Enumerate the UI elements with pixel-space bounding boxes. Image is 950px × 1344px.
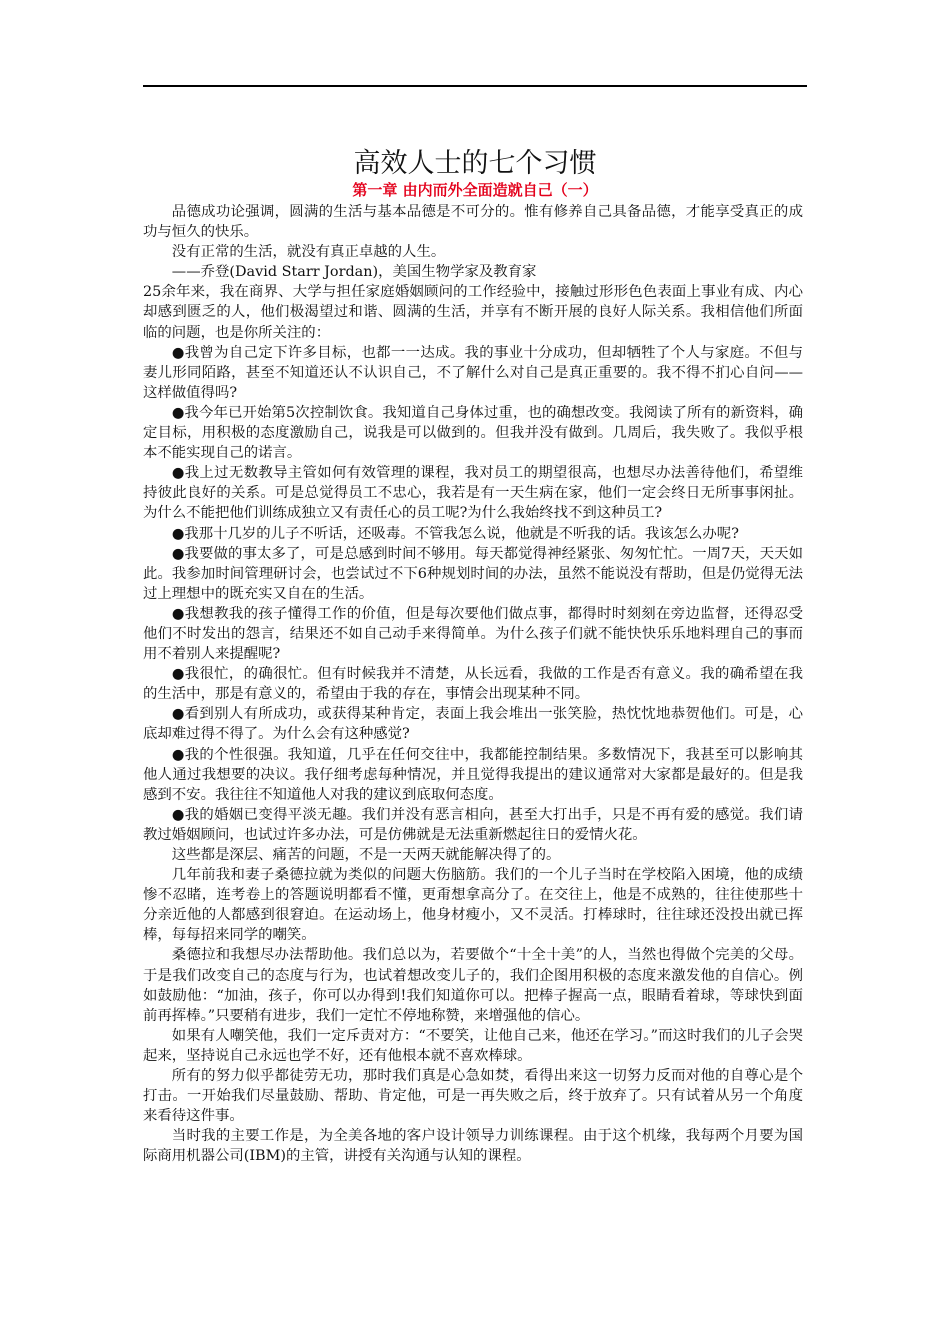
- paragraph-13: ●我的个性很强。我知道，几乎在任何交往中，我都能控制结果。多数情况下，我甚至可以影响其他人通过我想要的决议。我仔细考虑每种情况，并且觉得我提出的建议通常对大家都是最好的。但是我感到不安。我往往不知道他人对我的建议到底取何态度。: [143, 746, 803, 803]
- paragraph-12: ●看到别人有所成功，或获得某种肯定，表面上我会堆出一张笑脸，热忱忱地恭贺他们。可是，心底却难过得不得了。为什么会有这种感觉?: [143, 706, 803, 743]
- paragraph-3: ——乔登(David Starr Jordan)，美国生物学家及教育家: [171, 264, 537, 281]
- paragraph-19: 所有的努力似乎都徒劳无功，那时我们真是心急如焚，看得出来这一切努力反而对他的自尊心是个打击。一开始我们尽量鼓励、帮助、肯定他，可是一再失败之后，终于放弃了。只有试着从另一个角度来看待这件事。: [143, 1068, 803, 1125]
- header-rule: [143, 85, 807, 87]
- document-title: 高效人士的七个习惯: [353, 148, 597, 179]
- paragraph-8: ●我那十几岁的儿子不听话，还吸毒。不管我怎么说，他就是不听我的话。我该怎么办呢?: [171, 525, 739, 542]
- paragraph-15: 这些都是深层、痛苦的问题，不是一天两天就能解决得了的。: [171, 847, 561, 863]
- paragraph-18: 如果有人嘲笑他，我们一定斥责对方：“不要笑，让他自己来，他还在学习。”而这时我们的儿子会哭起来，坚持说自己永远也学不好，还有他根本就不喜欢棒球。: [143, 1027, 803, 1064]
- paragraph-5: ●我曾为自己定下许多目标，也都一一达成。我的事业十分成功，但却牺牲了个人与家庭。不但与妻儿形同陌路，甚至不知道还认不认识自己，不了解什么对自己是真正重要的。我不得不扪心自问——这样做值得吗?: [143, 344, 803, 401]
- paragraph-17: 桑德拉和我想尽办法帮助他。我们总以为，若要做个“十全十美”的人，当然也得做个完美的父母。于是我们改变自己的态度与行为，也试着想改变儿子的，我们企图用积极的态度来激发他的自信心。例如鼓励他：“加油，孩子，你可以办得到!我们知道你可以。把棒子握高一点，眼睛看着球，等球快到面前再挥棒。”只要稍有进步，我们一定忙不停地称赞，来增强他的信心。: [143, 947, 803, 1024]
- paragraph-1: 品德成功论强调，圆满的生活与基本品德是不可分的。惟有修养自己具备品德，才能享受真正的成功与恒久的快乐。: [143, 204, 803, 241]
- chapter-heading: 第一章 由内而外全面造就自己（一）: [352, 181, 598, 199]
- paragraph-9: ●我要做的事太多了，可是总感到时间不够用。每天都觉得神经紧张、匆匆忙忙。一周7天，天天如此。我参加时间管理研讨会，也尝试过不下6种规划时间的办法，虽然不能说没有帮助，但是仍觉得无法过上理想中的既充实又自在的生活。: [143, 545, 803, 602]
- paragraph-11: ●我很忙，的确很忙。但有时候我并不清楚，从长远看，我做的工作是否有意义。我的确希望在我的生活中，那是有意义的，希望由于我的存在，事情会出现某种不同。: [143, 666, 803, 703]
- paragraph-16: 几年前我和妻子桑德拉就为类似的问题大伤脑筋。我们的一个儿子当时在学校陷入困境，他的成绩惨不忍睹，连考卷上的答题说明都看不懂，更甭想拿高分了。在交往上，他是不成熟的，往往使那些十分亲近他的人都感到很窘迫。在运动场上，他身材瘦小，又不灵活。打棒球时，往往球还没投出就已挥棒，每每招来同学的嘲笑。: [143, 867, 803, 944]
- paragraph-10: ●我想教我的孩子懂得工作的价值，但是每次要他们做点事，都得时时刻刻在旁边监督，还得忍受他们不时发出的怨言，结果还不如自己动手来得简单。为什么孩子们就不能快快乐乐地料理自己的事而用不着别人来提醒呢?: [143, 605, 803, 663]
- paragraph-14: ●我的婚姻已变得平淡无趣。我们并没有恶言相向，甚至大打出手，只是不再有爱的感觉。我们请教过婚姻顾问，也试过许多办法，可是仿佛就是无法重新燃起往日的爱情火花。: [143, 806, 803, 843]
- paragraph-2: 没有正常的生活，就没有真正卓越的人生。: [171, 244, 446, 261]
- paragraph-7: ●我上过无数教导主管如何有效管理的课程，我对员工的期望很高，也想尽办法善待他们，希望维持彼此良好的关系。可是总觉得员工不忠心，我若是有一天生病在家，他们一定会终日无所事事闲扯。为什么不能把他们训练成独立又有责任心的员工呢?为什么我始终找不到这种员工?: [143, 465, 803, 522]
- paragraph-4: 25余年来，我在商界、大学与担任家庭婚姻顾问的工作经验中，接触过形形色色表面上事业有成、内心却感到匮乏的人，他们极渴望过和谐、圆满的生活，并享有不断开展的良好人际关系。我相信他们所面临的问题，也是你所关注的：: [143, 284, 803, 341]
- document-body: [143, 202, 803, 1167]
- paragraph-6: ●我今年已开始第5次控制饮食。我知道自己身体过重，也的确想改变。我阅读了所有的新资料，确定目标，用积极的态度激励自己，说我是可以做到的。但我并没有做到。几周后，我失败了。我似乎根本不能实现自己的诺言。: [143, 404, 803, 462]
- paragraph-20: 当时我的主要工作是，为全美各地的客户设计领导力训练课程。由于这个机缘，我每两个月要为国际商用机器公司(IBM)的主管，讲授有关沟通与认知的课程。: [143, 1128, 803, 1165]
